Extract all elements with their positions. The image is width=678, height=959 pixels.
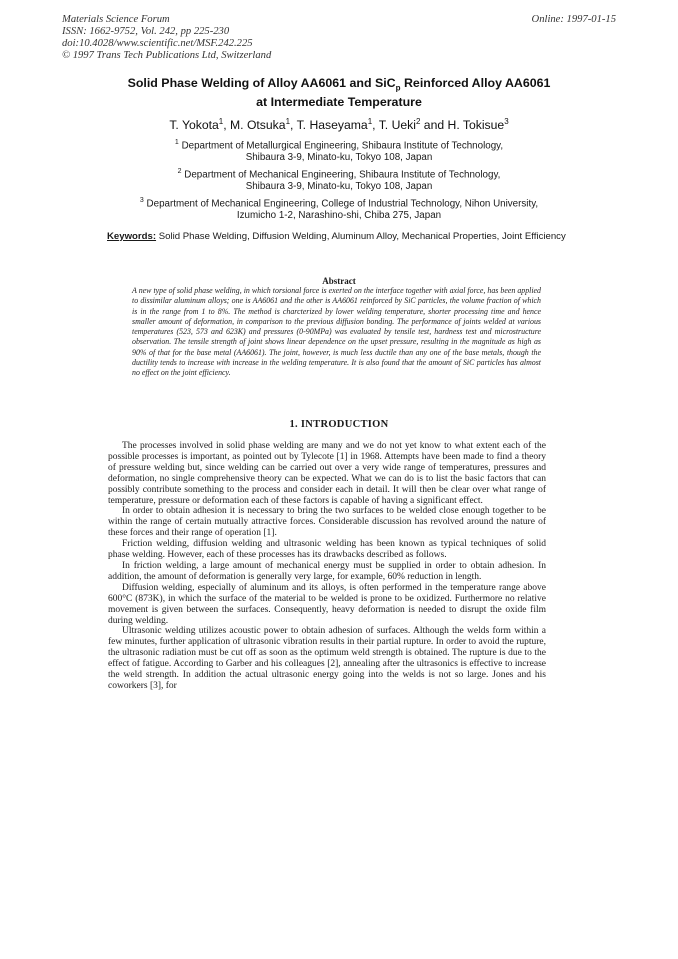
affiliation-number: 2 <box>177 168 182 175</box>
paragraph: Friction welding, diffusion welding and ultrasonic welding has been known as typical techniques of solid phase welding. However, each of these processes has its drawbacks described as follows. <box>108 539 546 561</box>
author-name: T. Ueki <box>378 118 416 133</box>
doi-line: doi:10.4028/www.scientific.net/MSF.242.225 <box>62 38 253 49</box>
affiliation-line <box>60 166 618 181</box>
affiliation-address: Shibaura 3-9, Minato-ku, Tokyo 108, Japan <box>245 152 433 164</box>
journal-name: Materials Science Forum <box>62 14 170 25</box>
affiliation-3 <box>60 195 618 222</box>
paragraph: Ultrasonic welding utilizes acoustic power to obtain adhesion of surfaces. Although the welds form within a few minutes, further application of ultrasonic vibration results in their partial rupture. In order to avoid the rupture, the ultrasonic radiation must be cut off as soon as the optimum weld strength is obtained. The rupture is due to the effect of fatigue. According to Garber and his colleagues [2], annealing after the ultrasonics is effective to increase the weld strength. In addition the actual ultrasonic energy going into the welds is not so large. Jones and his coworkers [3], for <box>108 626 546 691</box>
paragraph: In order to obtain adhesion it is necessary to bring the two surfaces to be welded close enough together to be within the range of certain mutually attractive forces. Considerable discussion has revolved around the nature of these forces and their range of operation [1]. <box>108 506 546 539</box>
affiliation-line <box>60 195 618 210</box>
affiliation-1 <box>60 137 618 164</box>
author-affil-mark: 1 <box>285 117 291 126</box>
author-list <box>60 117 618 132</box>
keywords-text: Solid Phase Welding, Diffusion Welding, Aluminum Alloy, Mechanical Properties, Joint Efficiency <box>156 231 566 242</box>
keywords-label: Keywords: <box>107 231 157 242</box>
online-date: Online: 1997-01-15 <box>531 14 616 25</box>
affiliation-text: Department of Mechanical Engineering, College of Industrial Technology, Nihon University, <box>146 198 539 210</box>
title-part-2: Reinforced Alloy AA6061 <box>400 76 551 90</box>
affiliation-line <box>60 137 618 152</box>
title-subscript: p <box>395 83 401 93</box>
affiliation-address: Shibaura 3-9, Minato-ku, Tokyo 108, Japan <box>245 181 433 193</box>
affiliation-text: Department of Metallurgical Engineering, Shibaura Institute of Technology, <box>181 140 504 152</box>
issn-line: ISSN: 1662-9752, Vol. 242, pp 225-230 <box>62 26 230 37</box>
affiliation-number: 1 <box>174 139 179 146</box>
author-separator: , <box>372 118 379 133</box>
paragraph: The processes involved in solid phase welding are many and we do not yet know to what extent each of the possible processes is important, as pointed out by Tylecote [1] in 1968. Attempts have been made to find a theory of pressure welding but, since welding can be carried out over a very wide range of temperatures, pressures and deformation, no single comprehensive theory can be expected. What we can do is to list the basic factors that can possibly contribute something to the process and consider each in detail. It will then be clear over what range of temperature, pressure or deformation each of these factors is capable of having a significant effect. <box>108 441 546 506</box>
title-part-1: Solid Phase Welding of Alloy AA6061 and SiC <box>127 76 396 90</box>
author-separator: , <box>223 118 231 133</box>
author-affil-mark: 3 <box>504 117 509 126</box>
affiliation-2 <box>60 166 618 193</box>
author-separator: and <box>420 118 448 133</box>
journal-header <box>62 14 271 62</box>
introduction-body <box>108 441 546 692</box>
author-affil-mark: 2 <box>415 117 421 126</box>
section-heading: 1. INTRODUCTION <box>289 419 389 430</box>
author-name: T. Yokota <box>169 118 219 133</box>
affiliation-text: Department of Mechanical Engineering, Shibaura Institute of Technology, <box>184 169 501 181</box>
abstract-text: A new type of solid phase welding, in which torsional force is exerted on the interface together with axial force, has been applied to dissimilar aluminum alloys; one is AA6061 and the other is AA6061 reinforced by SiC particles, the volume fraction of which is in the range from 1 to 8%. The method is charcterized by lower welding temperature, shorter processing time and hence smaller amount of deformation, in comparison to the previous diffusion bonding. The performance of joints welded at various temperatures (523, 573 and 623K) and pressures (0-90MPa) was evaluated by tensile test, hardness test and microstructure observation. The tensile strength of joint shows linear dependence on the upset pressure, resulting in the magnitude as high as 90% of that for the base metal (AA6061). The joint, however, is much less ductile than any one of the base metals, though the ductility tends to increase with increase in the welding temperature. It is also found that the amount of SiC particles has almost no effect on the joint efficiency. <box>132 286 541 378</box>
keywords <box>107 231 577 243</box>
paragraph: Diffusion welding, especially of aluminum and its alloys, is often performed in the temperature range above 600°C (873K), in which the surface of the material to be welded is prone to be oxidized. Furthermore no relative movement is given between the surfaces. Consequently, heavy deformation is needed to disrupt the oxide film during welding. <box>108 582 546 626</box>
author-affil-mark: 1 <box>367 117 373 126</box>
copyright-line: © 1997 Trans Tech Publications Ltd, Switzerland <box>62 50 272 61</box>
author-affil-mark: 1 <box>218 117 224 126</box>
affiliation-address: Izumicho 1-2, Narashino-shi, Chiba 275, Japan <box>236 210 442 222</box>
author-name: T. Haseyama <box>296 118 368 133</box>
abstract-heading: Abstract <box>322 276 356 286</box>
author-name: M. Otsuka <box>230 118 286 133</box>
affiliation-number: 3 <box>139 197 144 204</box>
title-line-2: at Intermediate Temperature <box>256 95 422 110</box>
paragraph: In friction welding, a large amount of mechanical energy must be supplied in order to obtain adhesion. In addition, the amount of deformation is generally very large, for example, 60% reduction in length. <box>108 560 546 582</box>
author-name: H. Tokisue <box>447 118 505 133</box>
paper-title <box>60 76 618 110</box>
author-separator: , <box>290 118 297 133</box>
title-line-1 <box>60 76 618 95</box>
